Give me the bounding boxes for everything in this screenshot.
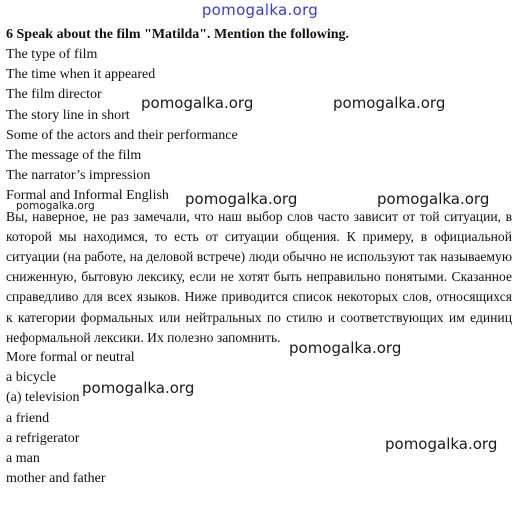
list-item: The story line in short [6, 107, 130, 123]
watermark: pomogalka.org [289, 339, 402, 357]
list-item: The message of the film [6, 148, 142, 164]
watermark-small: pomogalka.org [16, 200, 95, 212]
site-header-watermark: pomogalka.org [201, 1, 319, 19]
word-item: a refrigerator [6, 430, 80, 446]
list-item: The type of film [6, 47, 98, 62]
watermark: pomogalka.org [185, 190, 298, 208]
list-item: Some of the actors and their performance [6, 127, 238, 143]
word-item: (a) television [6, 390, 80, 406]
watermark: pomogalka.org [82, 379, 195, 397]
watermark: pomogalka.org [333, 94, 446, 112]
list-item: The narrator’s impression [6, 168, 151, 184]
section-paragraph: Вы, наверное, не раз замечали, что наш выбор слов часто зависит от той ситуации, в которой мы находимся, то есть от ситуации общения. К примеру, в официальной ситуации (на работе, на деловой встрече) люди обычно не используют так называемую сниженную, бытовую лексику, если не хотят быть неправильно понятыми. Сказанное справедливо для всех языков. Ниже приводится список некоторых слов, относящихся к категории формальных или нейтральных по стилю и соответствующих им единиц неформальной лексики. Их полезно запомнить. [6, 208, 512, 345]
word-item: mother and father [6, 471, 106, 487]
word-item: a friend [6, 410, 50, 426]
list-item: The film director [6, 87, 102, 103]
section-title: Formal and Informal English [6, 188, 169, 204]
word-item: a bicycle [6, 370, 57, 386]
exercise-title: 6 Speak about the film "Matilda". Mention the following. [6, 27, 349, 42]
watermark: pomogalka.org [377, 190, 490, 208]
watermark: pomogalka.org [385, 435, 498, 453]
list-item: The time when it appeared [6, 67, 156, 83]
word-list-title: More formal or neutral [6, 350, 135, 366]
word-item: a man [6, 451, 40, 467]
watermark: pomogalka.org [141, 94, 254, 112]
